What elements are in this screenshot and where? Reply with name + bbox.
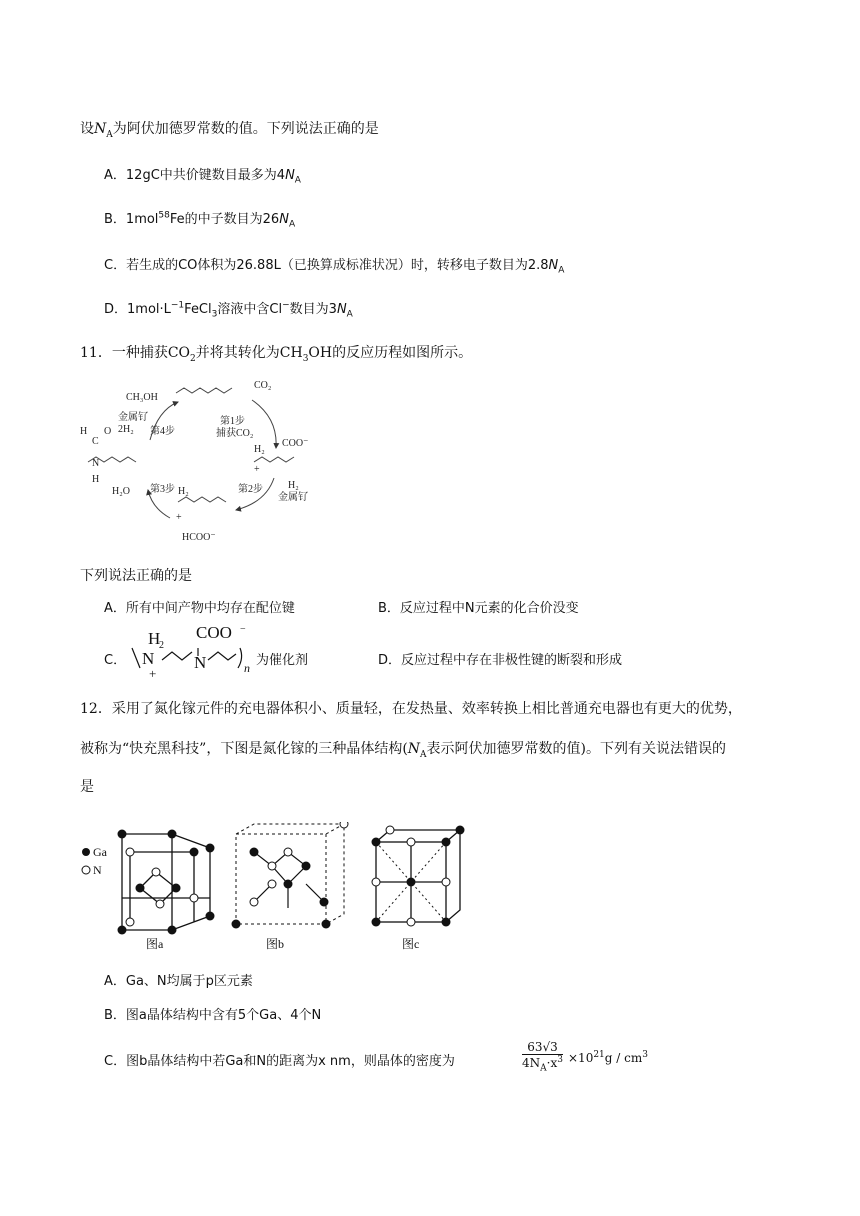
nh2-label-bottom: H₂ <box>178 486 189 497</box>
co2-label: CO₂ <box>254 380 272 391</box>
q12-option-b: B．图a晶体结构中含有5个Ga、4个N <box>104 1008 322 1023</box>
catalyst-label-4: 金属钌 <box>118 412 148 423</box>
q10-option-c: C．若生成的CO体积为26.88L（已换算成标准状况）时，转移电子数目为$2.8N_A$ <box>104 258 565 276</box>
step1b-label: 捕获CO₂ <box>216 428 254 439</box>
q12-option-c-fraction: 63√3 $4N_A\cdot x^3$ <box>522 1040 563 1074</box>
left-nh-h: H <box>92 474 100 485</box>
q10-option-a: A．12gC中共价键数目最多为$4N_A$ <box>104 168 301 186</box>
q11-option-c-label: C． <box>104 653 127 668</box>
svg-text:n: n <box>244 661 250 675</box>
q10-option-b: B．1mol$^{58}$Fe的中子数目为$26N_A$ <box>104 210 296 230</box>
q11-option-c-text: 为催化剂 <box>256 653 309 668</box>
q12-line3: 是 <box>80 779 94 795</box>
catalyst-label-2: 金属钌 <box>278 492 308 503</box>
q11-option-d: D．反应过程中存在非极性键的断裂和形成 <box>378 653 623 668</box>
coo-label: COO⁻ <box>282 438 309 449</box>
svg-text:−: − <box>240 624 246 635</box>
fig-a-caption: 图a <box>146 937 164 951</box>
legend-ga-dot <box>82 848 90 856</box>
q12-option-c-unit: $\times 10^{21}g / cm^3$ <box>568 1050 648 1065</box>
crystal-structures-figure <box>76 822 486 954</box>
h2-label: H₂ <box>288 480 299 491</box>
h2o-label: H₂O <box>112 486 130 497</box>
q11-stem: 11．一种捕获$CO_2$并将其转化为$CH_3OH$的反应历程如图所示。 <box>80 345 473 364</box>
plus-label-bottom: + <box>176 512 182 523</box>
svg-text:COO: COO <box>196 623 232 642</box>
svg-text:+: + <box>149 666 157 678</box>
svg-text:H: H <box>148 629 161 648</box>
step1-label: 第1步 <box>220 416 245 427</box>
step2-label: 第2步 <box>238 484 263 495</box>
q12-line1: 12．采用了氮化镓元件的充电器体积小、质量轻，在发热量、效率转换上相比普通充电器也有更大的优势， <box>80 701 742 717</box>
q11-prompt: 下列说法正确的是 <box>80 568 192 584</box>
nh2-label-right: H₂ <box>254 444 265 455</box>
svg-text:N: N <box>194 653 207 672</box>
legend-n: N <box>93 863 102 877</box>
fig-b-caption: 图b <box>266 937 285 951</box>
legend-ga: Ga <box>93 845 107 859</box>
q10-stem: 设$N_A$为阿伏加德罗常数的值。下列说法正确的是 <box>80 121 379 140</box>
formyl-n: N <box>92 458 100 469</box>
formyl-o: O <box>104 426 112 437</box>
legend-n-dot <box>82 866 90 874</box>
formyl-c: C <box>92 436 99 447</box>
q12-line2: 被称为“快充黑科技”，下图是氮化镓的三种晶体结构($N_A$表示阿伏加德罗常数的值)。下列有关说法错误的 <box>80 741 726 760</box>
step3-label: 第3步 <box>150 484 175 495</box>
ch3oh-label: CH₃OH <box>126 392 158 403</box>
svg-text:2: 2 <box>159 640 164 651</box>
q10-option-d: D．$1mol\cdot L^{-1}FeCl_3$溶液中含Cl−数目为$3N_A$ <box>104 300 353 320</box>
q11-option-c-structure <box>128 622 254 678</box>
svg-text:N: N <box>142 649 155 668</box>
q12-option-a: A．Ga、N均属于p区元素 <box>104 974 253 989</box>
step4-label: 第4步 <box>150 426 175 437</box>
fig-c-caption: 图c <box>402 937 420 951</box>
hcoo-label: HCOO⁻ <box>182 532 216 543</box>
formyl-h: H <box>80 426 88 437</box>
q11-option-a: A．所有中间产物中均存在配位键 <box>104 601 295 616</box>
plus-label-right: + <box>254 464 260 475</box>
q11-option-b: B．反应过程中N元素的化合价没变 <box>378 601 579 616</box>
two-h2-label: 2H₂ <box>118 424 134 435</box>
reaction-cycle-diagram <box>78 378 318 548</box>
q12-option-c: C．图b晶体结构中若Ga和N的距离为x nm，则晶体的密度为 <box>104 1054 455 1069</box>
